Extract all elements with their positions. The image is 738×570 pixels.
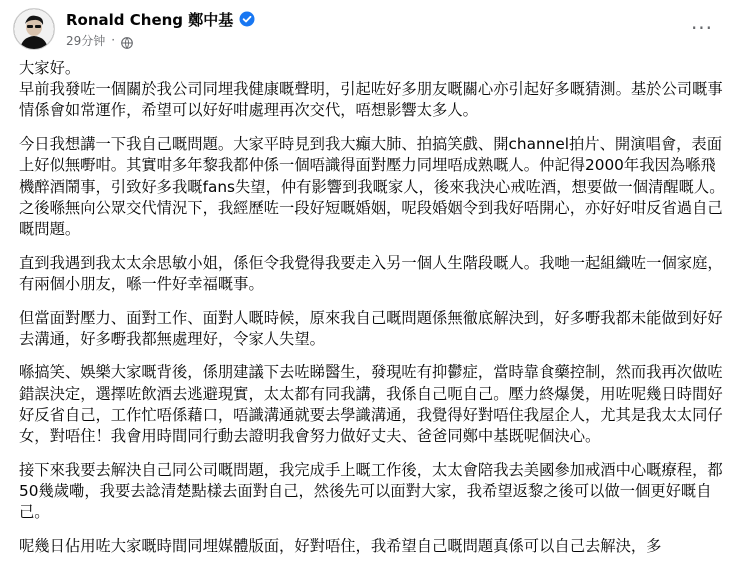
author-name[interactable]: Ronald Cheng 鄭中基 — [66, 10, 234, 29]
verified-badge-icon — [239, 11, 255, 27]
post-paragraph-3: 直到我遇到我太太余思敏小姐，係佢令我覺得我要走入另一個人生階段嘅人。我哋一起組織咗一個家庭，有兩個小朋友，喺一件好幸福嘅事。 — [19, 253, 723, 293]
avatar[interactable] — [13, 8, 55, 50]
post-paragraph-7: 呢幾日佔用咗大家嘅時間同埋媒體版面，好對唔住，我希望自己嘅問題真係可以自己去解決，多 — [19, 536, 662, 555]
more-options-icon[interactable]: ··· — [690, 16, 714, 40]
profile-photo — [14, 9, 54, 49]
post-paragraph-1: 大家好。 早前我發咗一個關於我公司同埋我健康嘅聲明，引起咗好多朋友嘅關心亦引起好多嘅猜測。基於公司嘅事情係會如常運作，希望可以好好咁處理再次交代，唔想影響太多人。 — [19, 59, 723, 120]
globe-icon — [121, 34, 133, 46]
author-row — [66, 8, 255, 30]
post-paragraph-6: 接下來我要去解決自己同公司嘅問題，我完成手上嘅工作後，太太會陪我去美國參加戒酒中心嘅療程，都50幾歲嘞，我要去諗清楚點樣去面對自己，然後先可以面對大家，我希望返黎之後可以做一個更好嘅自己。 — [19, 460, 723, 522]
post-paragraph-5: 喺搞笑、娛樂大家嘅背後，係朋建議下去咗睇醫生，發現咗有抑鬱症，當時靠食藥控制，然而我再次做咗錯誤決定，選擇咗飲酒去逃避現實，太太都有同我講，我係自己呃自己。壓力終爆煲，用咗呢幾日時間好好反省自己，工作忙唔係藉口，唔識溝通就要去學識溝通，我覺得好對唔住我屋企人，尤其是我太太同仔女，對唔住！我會用時間同行動去證明我會努力做好丈夫、爸爸同鄭中基既呢個決心。 — [19, 363, 723, 446]
post-header — [0, 0, 738, 58]
post-meta — [66, 31, 133, 49]
post-timestamp[interactable]: 29分钟 — [66, 33, 106, 48]
post-body — [19, 58, 725, 570]
post-paragraph-2: 今日我想講一下我自己嘅問題。大家平時見到我大癲大肺、拍搞笑戲、開channel拍片、開演唱會，表面上好似無嘢咁。其實咁多年黎我都仲係一個唔識得面對壓力同埋唔成熟嘅人。仲記得2000年我因為喺飛機醉酒鬧事，引致好多我嘅fans失望，仲有影響到我嘅家人，後來我決心戒咗酒，想要做一個清醒嘅人。之後喺無向公眾交代情況下，我經歷咗一段好短嘅婚姻，呢段婚姻令到我好唔開心，亦好好咁反省過自己嘅問題。 — [19, 135, 725, 238]
post-paragraph-4: 但當面對壓力、面對工作、面對人嘅時候，原來我自己嘅問題係無徹底解決到，好多嘢我都未能做到好好去溝通，好多嘢我都無處理好，令家人失望。 — [19, 308, 723, 348]
meta-separator: · — [111, 33, 116, 47]
